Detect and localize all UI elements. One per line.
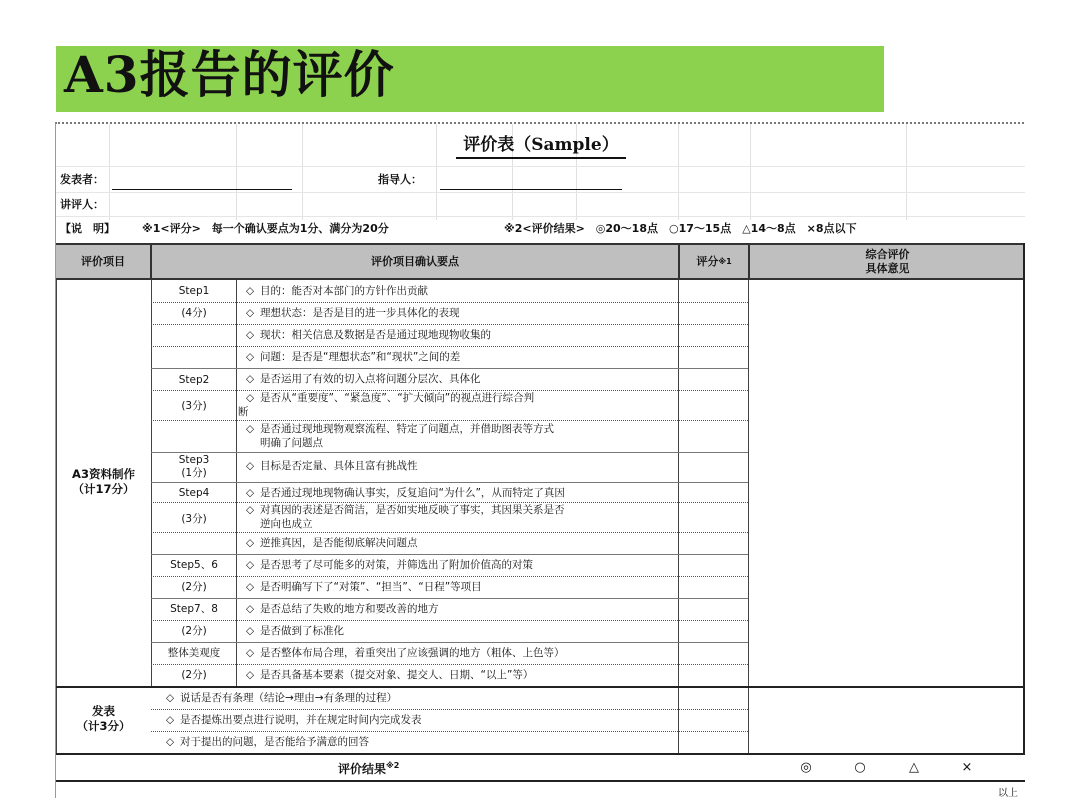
- presenter-field-line[interactable]: [112, 189, 292, 190]
- checkpoint-text: 是否从“重要度”、“紧急度”、“扩大倾向”的视点进行综合判: [260, 392, 535, 404]
- step-name: Step7、8: [170, 603, 218, 615]
- step-points: (1分): [181, 467, 207, 479]
- row-line: [151, 554, 748, 555]
- table-border: [1023, 243, 1025, 755]
- good-symbol[interactable]: ○: [854, 760, 866, 775]
- diamond-icon: ◇: [245, 669, 255, 681]
- column-line: [236, 280, 237, 686]
- diamond-icon: ◇: [245, 625, 255, 637]
- reviewer-label: 讲评人：: [60, 198, 104, 211]
- header-overall: [750, 245, 1025, 278]
- row-line: [151, 390, 748, 391]
- checkpoint-item: [240, 537, 418, 550]
- diamond-icon: ◇: [165, 692, 175, 704]
- row-line: [151, 620, 748, 621]
- row-line: [151, 642, 748, 643]
- note-results: ※2<评价结果> ◎20～18点 ○17～15点 △14～8点 ×8点以下: [504, 222, 857, 235]
- section-divider: [56, 753, 1025, 755]
- row-line: [151, 709, 748, 710]
- grid-line: [109, 124, 110, 220]
- step-points: (2分): [181, 669, 207, 681]
- supervisor-label: 指导人：: [378, 173, 422, 186]
- row-line: [151, 598, 748, 599]
- checkpoint-text: 对真因的表述是否简洁，是否如实地反映了事实，其因果关系是否: [260, 504, 565, 516]
- checkpoint-item: [240, 285, 428, 298]
- header-score-text: 评分: [696, 254, 719, 268]
- evaluation-sheet: [55, 122, 1024, 798]
- section-a3-line1: A3资料制作: [72, 467, 135, 481]
- header-item: 评价项目: [81, 254, 125, 268]
- checkpoint-text: 目标是否定量、具体且富有挑战性: [260, 460, 418, 472]
- section-presentation-line2: （计3分）: [76, 719, 131, 733]
- checkpoint-item: [240, 373, 481, 386]
- section-a3-line2: （计17分）: [72, 482, 135, 496]
- section-divider: [56, 686, 1025, 688]
- grid-line: [56, 192, 1025, 193]
- column-line: [748, 280, 749, 754]
- diamond-icon: ◇: [245, 647, 255, 659]
- checkpoint-item: [240, 669, 533, 682]
- diamond-icon: ◇: [245, 392, 255, 404]
- checkpoint-text: 是否通过现地现物观察流程、特定了问题点，并借助图表等方式: [260, 423, 554, 435]
- checkpoint-item: [240, 504, 565, 517]
- checkpoint-text: 是否整体布局合理，着重突出了应该强调的地方（粗体、上色等）: [260, 647, 565, 659]
- checkpoint-text-continued: 断: [238, 406, 249, 418]
- step-name: 整体美观度: [167, 647, 221, 659]
- section-a3-label: [56, 467, 151, 497]
- checkpoint-item: [240, 603, 439, 616]
- grid-line: [436, 124, 437, 220]
- fair-symbol[interactable]: △: [909, 760, 919, 775]
- diamond-icon: ◇: [245, 307, 255, 319]
- step-name: Step3: [178, 454, 210, 466]
- diamond-icon: ◇: [165, 736, 175, 748]
- row-line: [151, 664, 748, 665]
- table-header: [56, 243, 1025, 280]
- diamond-icon: ◇: [245, 423, 255, 435]
- checkpoint-text: 是否做到了标准化: [260, 625, 344, 637]
- row-line: [151, 731, 748, 732]
- checkpoint-text: 是否具备基本要素（提交对象、提交人、日期、“以上”等）: [260, 669, 534, 681]
- presentation-text: 对于提出的问题，是否能给予满意的回答: [180, 736, 369, 748]
- checkpoint-text: 现状：相关信息及数据是否是通过现地现物收集的: [260, 329, 491, 341]
- checkpoint-text: 是否运用了有效的切入点将问题分层次、具体化: [260, 373, 481, 385]
- step-points: (2分): [181, 625, 207, 637]
- checkpoint-text: 是否明确写下了“对策”、“担当”、“日程”等项目: [260, 581, 482, 593]
- checkpoint-text: 逆推真因，是否能彻底解决问题点: [260, 537, 418, 549]
- checkpoint-item: [240, 625, 344, 638]
- diamond-icon: ◇: [245, 460, 255, 472]
- checkpoint-item: [240, 392, 534, 405]
- header-points: 评价项目确认要点: [371, 254, 459, 268]
- checkpoint-item: [240, 329, 491, 342]
- row-line: [151, 420, 748, 421]
- checkpoint-text: 目的：能否对本部门的方针作出贡献: [260, 285, 428, 297]
- checkpoint-text-continued: 逆向也成立: [260, 518, 313, 530]
- checkpoint-text-continued: 明确了问题点: [260, 437, 323, 449]
- step-name: Step4: [178, 487, 210, 499]
- header-overall-line1: 综合评价: [865, 247, 910, 261]
- diamond-icon: ◇: [245, 581, 255, 593]
- checkpoint-text: 是否思考了尽可能多的对策，并筛选出了附加价值高的对策: [260, 559, 533, 571]
- checkpoint-text: 问题：是否是“理想状态”和“现状”之间的差: [260, 351, 461, 363]
- checkpoint-item: [240, 559, 533, 572]
- slide-title: A3报告的评价: [64, 45, 395, 104]
- column-line: [678, 280, 679, 754]
- row-line: [151, 576, 748, 577]
- step-points: (3分): [181, 513, 207, 525]
- diamond-icon: ◇: [245, 373, 255, 385]
- diamond-icon: ◇: [245, 285, 255, 297]
- row-line: [151, 346, 748, 347]
- step-points: (2分): [181, 581, 207, 593]
- diamond-icon: ◇: [245, 504, 255, 516]
- result-label-sup: ※2: [386, 761, 400, 770]
- grid-line: [236, 124, 237, 220]
- presentation-item: [160, 714, 422, 727]
- grid-line: [750, 124, 751, 220]
- checkpoint-text: 是否总结了失败的地方和要改善的地方: [260, 603, 439, 615]
- section-presentation-label: [56, 704, 151, 734]
- checkpoint-item: [240, 487, 565, 500]
- footer-note: 以上: [998, 788, 1018, 799]
- row-line: [151, 452, 748, 453]
- result-label: [338, 760, 399, 777]
- diamond-icon: ◇: [245, 537, 255, 549]
- step-name: Step1: [178, 285, 210, 297]
- diamond-icon: ◇: [165, 714, 175, 726]
- grid-line: [678, 124, 679, 220]
- row-line: [151, 482, 748, 483]
- checkpoint-text: 理想状态：是否是目的进一步具体化的表现: [260, 307, 460, 319]
- grid-line: [906, 124, 907, 220]
- row-line: [151, 368, 748, 369]
- diamond-icon: ◇: [245, 351, 255, 363]
- presenter-label: 发表者：: [60, 173, 104, 186]
- poor-symbol[interactable]: ×: [961, 760, 973, 775]
- result-label-text: 评价结果: [338, 762, 387, 776]
- checkpoint-item: [240, 423, 554, 436]
- checkpoint-item: [240, 581, 482, 594]
- checkpoint-text: 是否通过现地现物确认事实，反复追问“为什么”，从而特定了真因: [260, 487, 565, 499]
- row-line: [151, 532, 748, 533]
- section-presentation-line1: 发表: [92, 704, 115, 718]
- supervisor-field-line[interactable]: [440, 189, 622, 190]
- row-line: [151, 324, 748, 325]
- step-name: Step5、6: [170, 559, 218, 571]
- table-border: [56, 280, 57, 754]
- presentation-item: [160, 692, 397, 705]
- header-score: [680, 245, 748, 278]
- step-name: Step2: [178, 374, 210, 386]
- checkpoint-item: [240, 647, 565, 660]
- checkpoint-item: [240, 351, 460, 364]
- checkpoint-item: [240, 307, 460, 320]
- header-score-sup: ※1: [718, 256, 732, 266]
- header-overall-line2: 具体意见: [865, 261, 910, 275]
- presentation-text: 说话是否有条理（结论→理由→有条理的过程）: [180, 692, 398, 704]
- excellent-symbol[interactable]: ◎: [800, 760, 812, 775]
- step-points: (4分): [181, 307, 207, 319]
- note-scoring: ※1<评分> 每一个确认要点为1分、满分为20分: [142, 222, 389, 235]
- diamond-icon: ◇: [245, 603, 255, 615]
- table-bottom: [56, 780, 1025, 782]
- presentation-item: [160, 736, 369, 749]
- grid-line: [56, 216, 1025, 217]
- presentation-text: 是否提炼出要点进行说明，并在规定时间内完成发表: [180, 714, 422, 726]
- diamond-icon: ◇: [245, 559, 255, 571]
- row-line: [151, 502, 748, 503]
- checkpoint-item: [240, 460, 418, 473]
- grid-line: [56, 166, 1025, 167]
- row-line: [151, 302, 748, 303]
- diamond-icon: ◇: [245, 487, 255, 499]
- form-title: 评价表（Sample）: [456, 133, 626, 159]
- diamond-icon: ◇: [245, 329, 255, 341]
- step-points: (3分): [181, 400, 207, 412]
- note-label: 【说 明】: [60, 222, 115, 235]
- grid-line: [302, 124, 303, 220]
